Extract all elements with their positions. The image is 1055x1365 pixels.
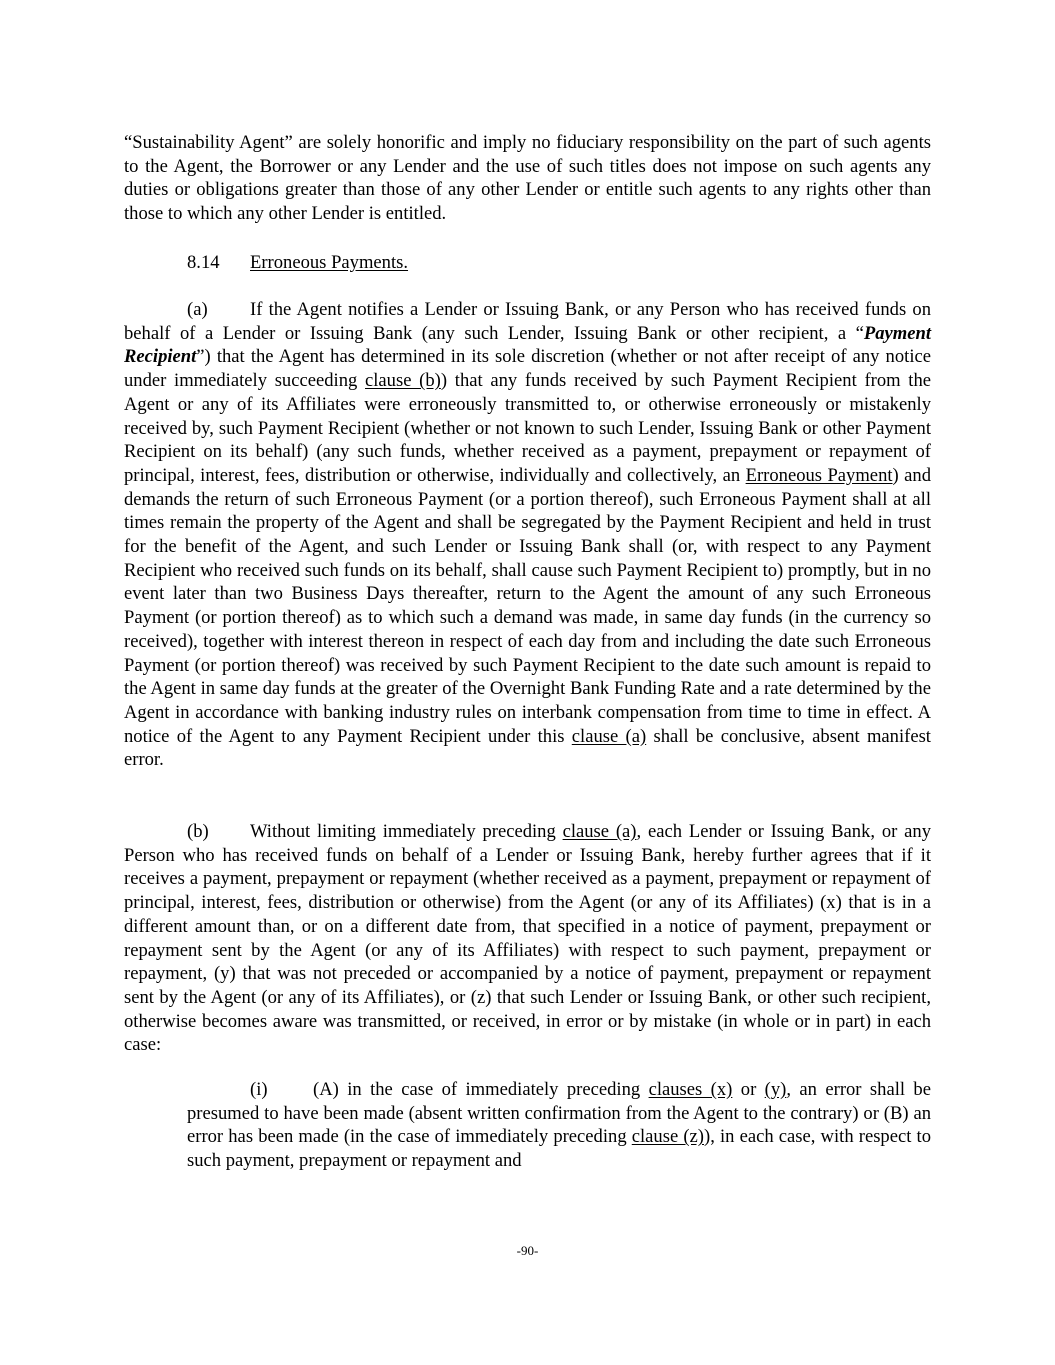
defined-term-erroneous-payment: Erroneous Payment — [745, 464, 893, 486]
paragraph-titles-honorific: “Sustainability Agent” are solely honorific and imply no fiduciary responsibility on the part of such agents to the Agent, the Borrower or any Lender and the use of such titles does not impose on such agents any duties or obligations greater than those of any other Lender or entitle such agents to any rights other than those to which any other Lender is entitled. — [124, 132, 931, 225]
cross-reference: clause (a) — [562, 821, 637, 842]
clause-label-a: (a) — [187, 299, 208, 320]
clause-label-i: (i) — [250, 1079, 268, 1100]
paragraph-a: (a) If the Agent notifies a Lender or Issuing Bank, or any Person who has received funds on behalf of a Lender or Issuing Bank (any such Lender, Issuing Bank or other recipient, a “Payment Recipient”) that the Agent has determined in its sole discretion (whether or not after receipt of any notice under immediately succeeding clause (b)) that any funds received by such Payment Recipient from the Agent or any of its Affiliates were erroneously transmitted to, or otherwise erroneously or mistakenly received by, such Payment Recipient (whether or not known to such Lender, Issuing Bank or other Payment Recipient on its behalf) (any such funds, whether received as a payment, prepayment or repayment of principal, interest, fees, distribution or otherwise, individually and collectively, an Erroneous Payment) and demands the return of such Erroneous Payment (or a portion thereof), such Erroneous Payment shall at all times remain the property of the Agent and shall be segregated by the Payment Recipient and held in trust for the benefit of the Agent, and such Lender or Issuing Bank shall (or, with respect to any Payment Recipient who received such funds on its behalf, shall cause such Payment Recipient to) promptly, but in no event later than two Business Days thereafter, return to the Agent the amount of any such Erroneous Payment (or portion thereof) as to which such a demand was made, in same day funds (in the currency so received), together with interest thereon in respect of each day from and including the date such Erroneous Payment (or portion thereof) was received by such Payment Recipient to the date such amount is repaid to the Agent in same day funds at the greater of the Overnight Bank Funding Rate and a rate determined by the Agent in accordance with banking industry rules on interbank compensation from time to time in effect. A notice of the Agent to any Payment Recipient under this clause (a) shall be conclusive, absent manifest error. — [124, 299, 932, 771]
paragraph-b: (b) Without limiting immediately preceding clause (a), each Lender or Issuing Bank, or any Person who has received funds on behalf of a Lender or Issuing Bank, hereby further agrees that if it receives a payment, prepayment or repayment (whether received as a payment, prepayment or repayment of principal, interest, fees, distribution or otherwise) from the Agent (or any of its Affiliates) (x) that is in a different amount than, or on a different date from, that specified in a notice of payment, prepayment or repayment sent by the Agent (or any of its Affiliates) with respect to such payment, prepayment or repayment, (y) that was not preceded or accompanied by a notice of payment, prepayment or repayment sent by the Agent (or any of its Affiliates), or (z) that such Lender or Issuing Bank, or other such recipient, otherwise becomes aware was transmitted, or received, in error or by mistake (in whole or in part) in each case: — [124, 821, 932, 1056]
clause-label-b: (b) — [187, 821, 209, 842]
cross-reference: clause (b) — [365, 370, 441, 392]
defined-term-payment-recipient: Payment Recipient — [124, 322, 931, 368]
paragraph-i: (i) (A) in the case of immediately preceding clauses (x) or (y), an error shall be presumed to have been made (absent written confirmation from the Agent to the contrary) or (B) an error has been made (in the case of immediately preceding clause (z)), in each case, with respect to such payment, prepayment or repayment and — [187, 1079, 931, 1172]
section-number: 8.14 — [187, 252, 220, 273]
cross-reference: (y) — [764, 1079, 787, 1100]
cross-reference: clause (z) — [631, 1126, 704, 1148]
cross-reference: clauses (x) — [648, 1079, 733, 1100]
section-title: Erroneous Payments. — [250, 252, 409, 273]
page-number: -90- — [516, 1243, 539, 1258]
cross-reference: clause (a) — [571, 725, 647, 747]
section-heading-8-14 — [124, 251, 931, 275]
